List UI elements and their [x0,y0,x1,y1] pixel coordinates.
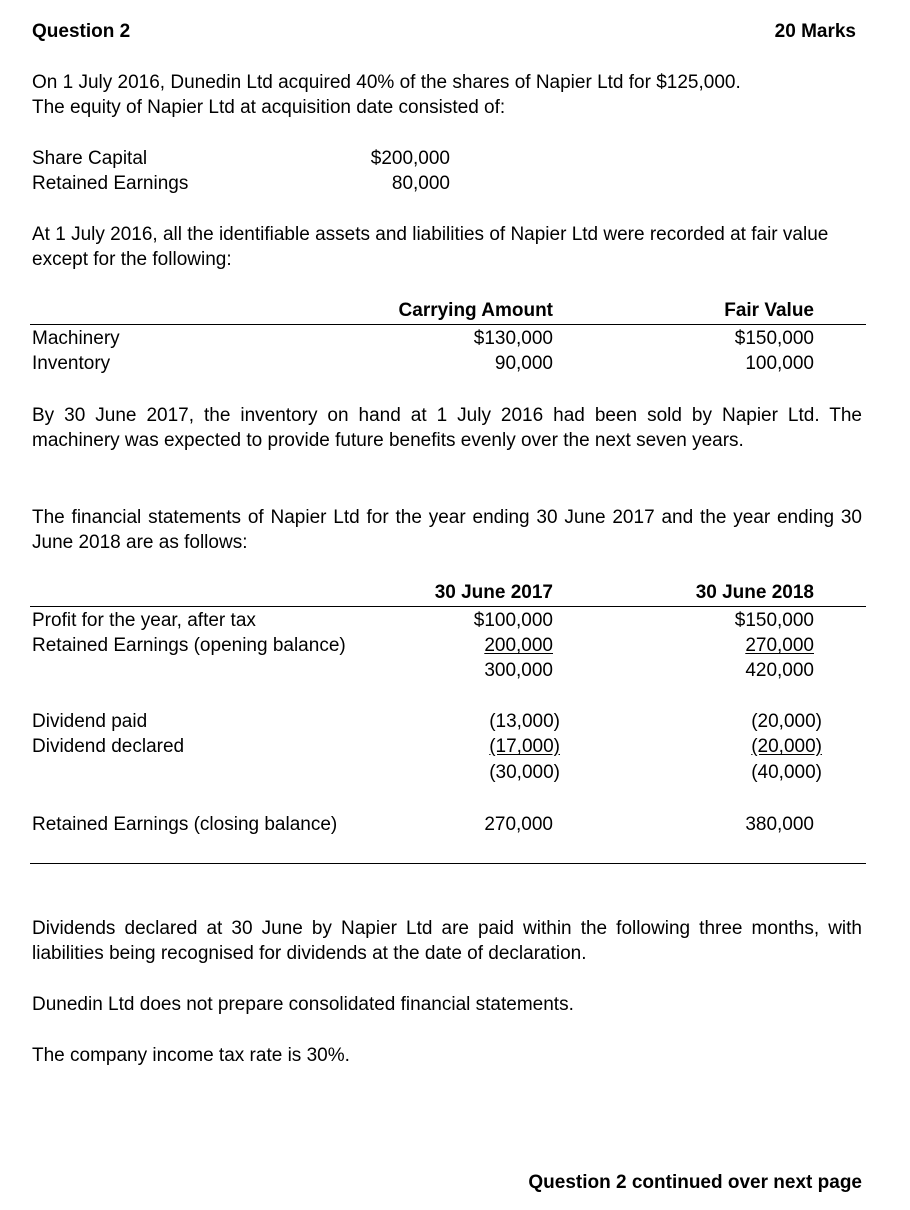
row-label-machinery: Machinery [32,328,120,349]
dividend-declared-2018: (20,000) [751,736,822,757]
consolidation-note: Dunedin Ltd does not prepare consolidated financial statements. [32,994,574,1015]
profit-2017: $100,000 [473,610,553,631]
row-label-inventory: Inventory [32,353,111,374]
continued-footer: Question 2 continued over next page [528,1172,862,1193]
row-label-re-closing: Retained Earnings (closing balance) [32,814,338,835]
dividend-paid-2018: (20,000) [751,711,822,732]
fair-value-intro: At 1 July 2016, all the identifiable assets and liabilities of Napier Ltd were recorded at fair value except for the following: [32,224,829,270]
row-label-dividend-declared: Dividend declared [32,736,185,757]
equity-value: 80,000 [391,173,450,194]
inventory-carrying: 90,000 [494,353,553,374]
re-closing-2018: 380,000 [745,814,814,835]
dividend-declared-2017: (17,000) [489,736,560,757]
row-label-re-opening: Retained Earnings (opening balance) [32,635,346,656]
dividend-note: Dividends declared at 30 June by Napier Ltd are paid within the following three months, with liabilities being recognised for dividends at the date of declaration. [32,918,862,964]
machinery-fair: $150,000 [734,328,814,349]
subtotal-2018: 420,000 [745,660,814,681]
re-opening-2018: 270,000 [745,635,814,656]
statements-intro: The financial statements of Napier Ltd for the year ending 30 June 2017 and the year ending 30 June 2018 are as follows: [32,507,862,553]
table-header-rule [30,606,866,607]
dividend-paid-2017: (13,000) [489,711,560,732]
column-header-2018: 30 June 2018 [695,582,814,603]
re-opening-2017: 200,000 [484,635,553,656]
marks-label: 20 Marks [774,21,856,42]
equity-value: $200,000 [370,148,450,169]
inventory-fair: 100,000 [745,353,814,374]
profit-2018: $150,000 [734,610,814,631]
machinery-carrying: $130,000 [473,328,553,349]
row-label-dividend-paid: Dividend paid [32,711,148,732]
tax-note: The company income tax rate is 30%. [32,1045,350,1066]
question-title: Question 2 [32,21,131,42]
table-header-rule [30,324,866,325]
table-bottom-rule [30,863,866,864]
dividend-total-2018: (40,000) [751,762,822,783]
intro-line-2: The equity of Napier Ltd at acquisition date consisted of: [32,97,506,118]
column-header-fair-value: Fair Value [724,300,814,321]
row-label-profit: Profit for the year, after tax [32,610,256,631]
subtotal-2017: 300,000 [484,660,553,681]
dividend-total-2017: (30,000) [489,762,560,783]
equity-label: Retained Earnings [32,173,189,194]
inventory-note: By 30 June 2017, the inventory on hand at 1 July 2016 had been sold by Napier Ltd. The machinery was expected to provide future benefits evenly over the next seven years. [32,405,862,451]
re-closing-2017: 270,000 [484,814,553,835]
column-header-2017: 30 June 2017 [434,582,553,603]
column-header-carrying-amount: Carrying Amount [398,300,553,321]
equity-label: Share Capital [32,148,148,169]
intro-line-1: On 1 July 2016, Dunedin Ltd acquired 40% of the shares of Napier Ltd for $125,000. [32,72,741,93]
